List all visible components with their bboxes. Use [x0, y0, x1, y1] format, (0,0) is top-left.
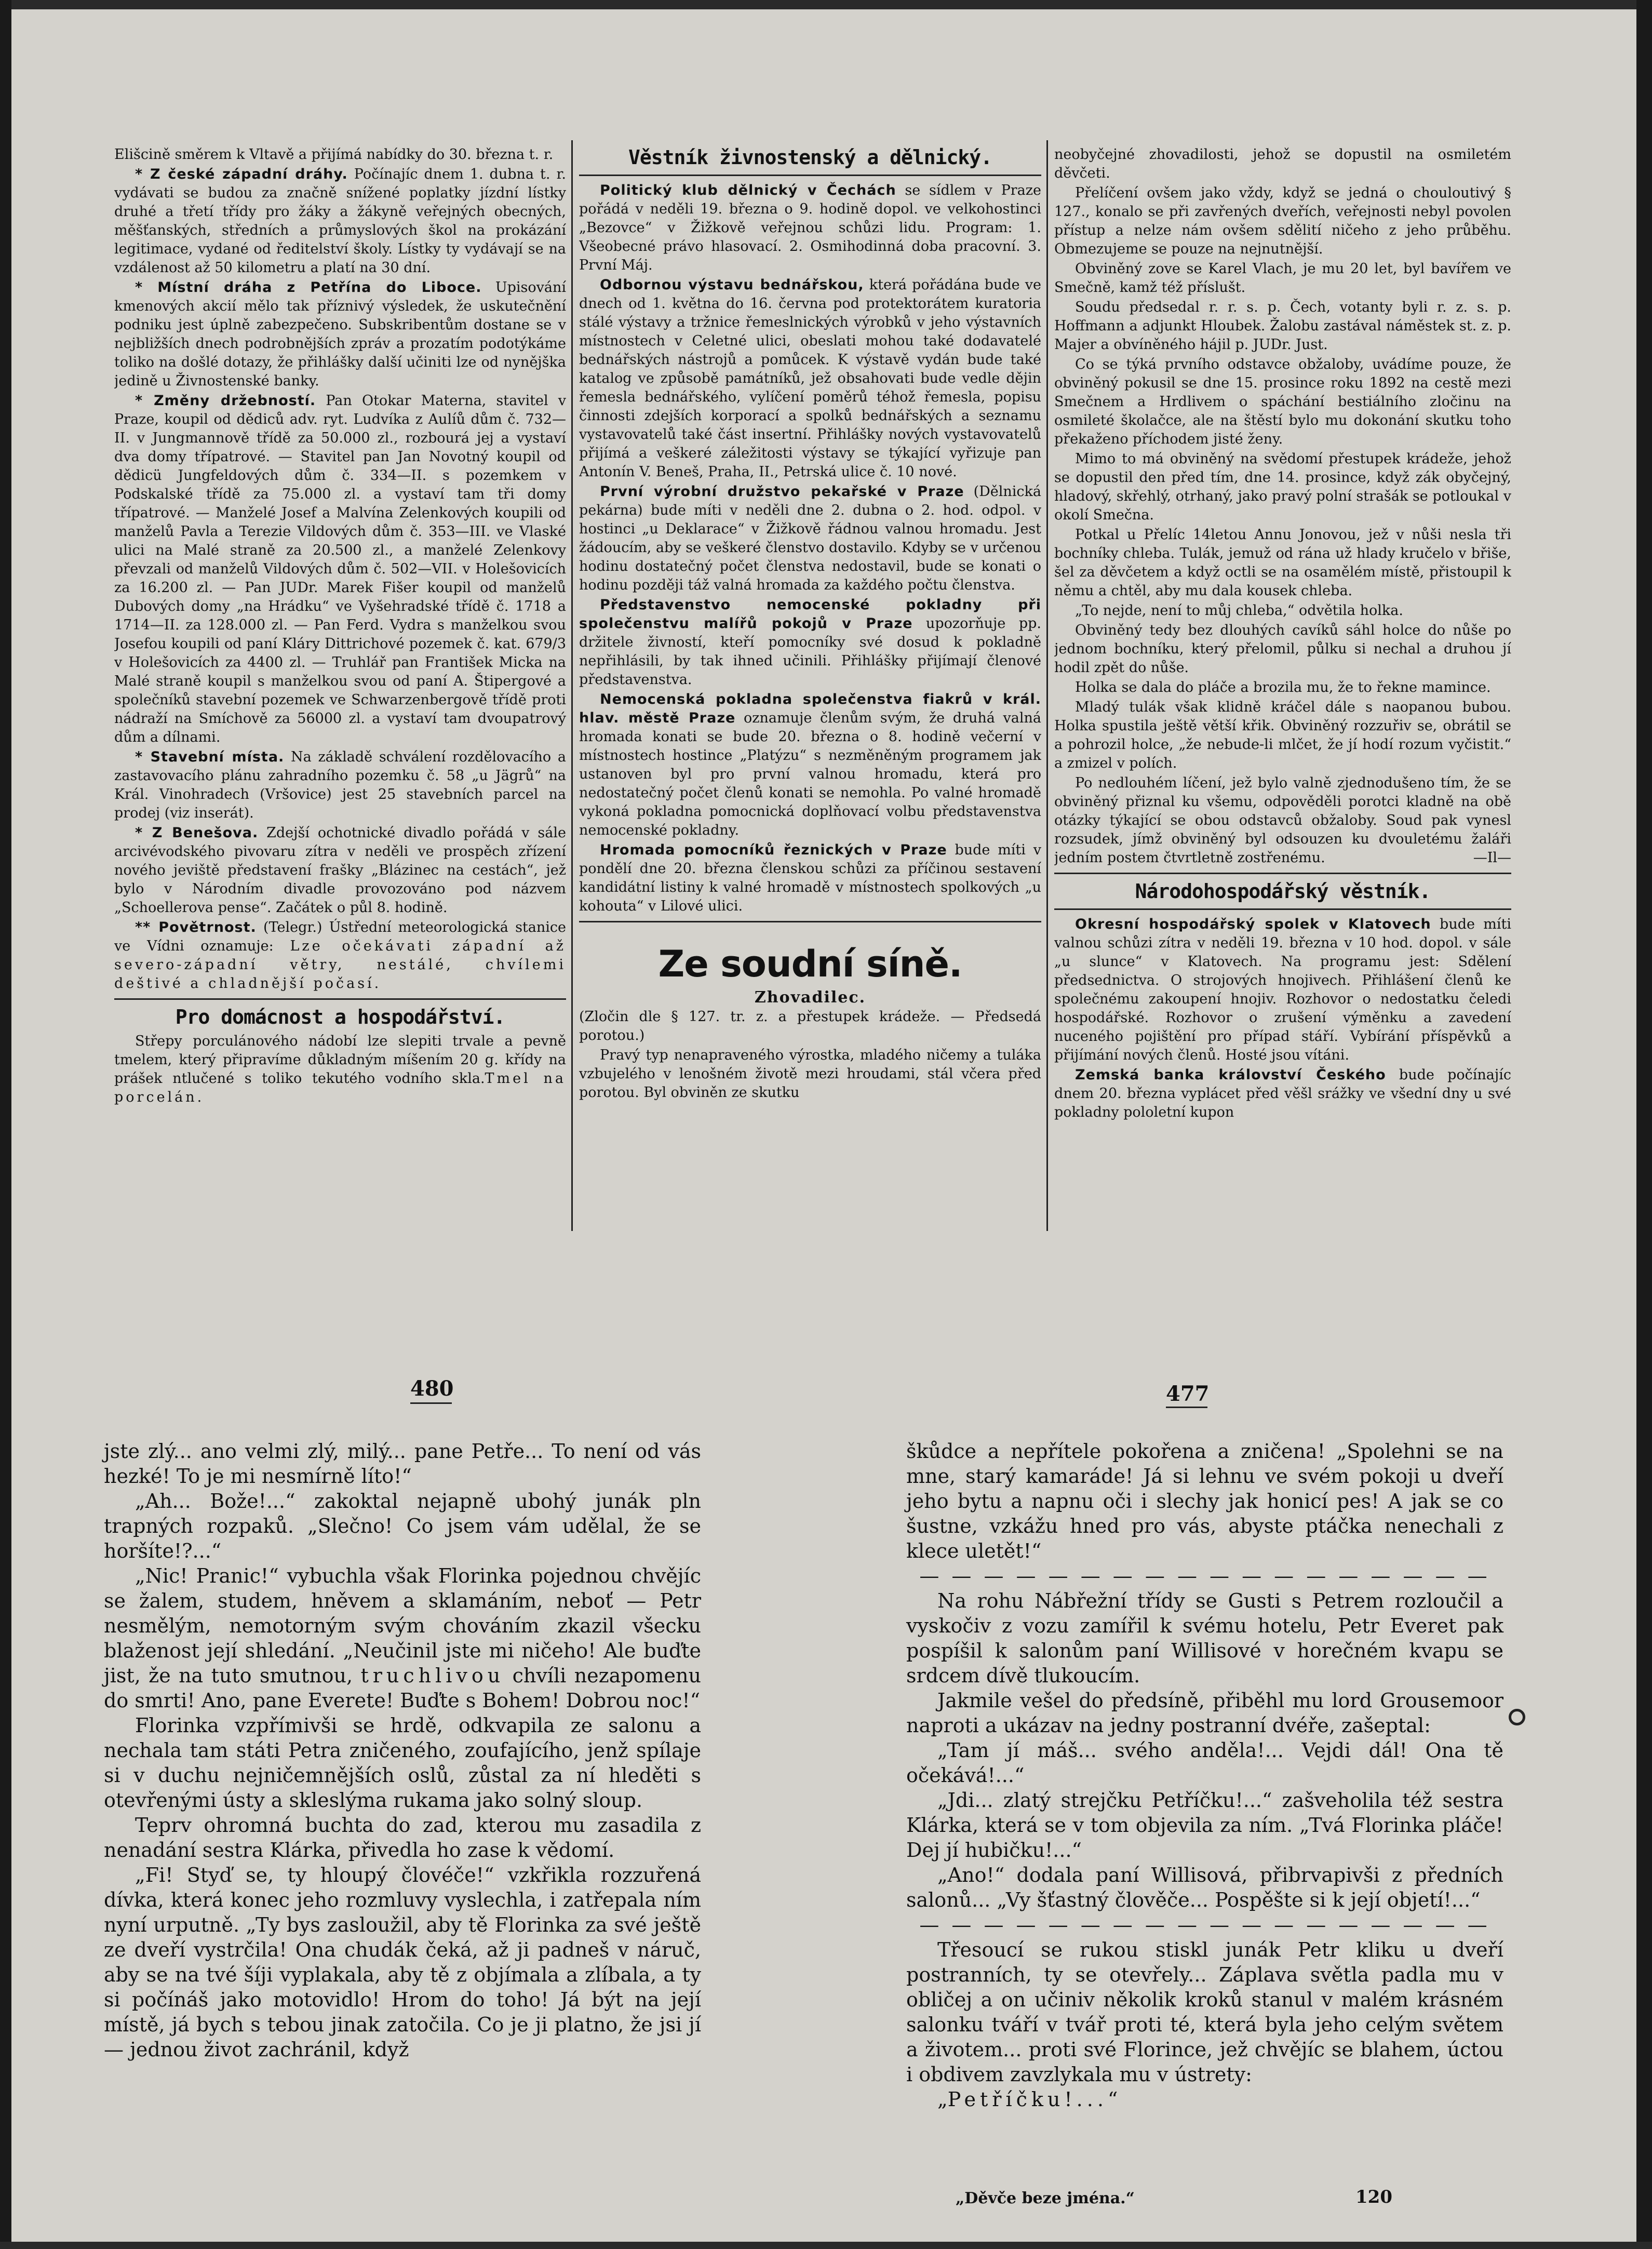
paragraph-heading: * Místní dráha z Petřína do Liboce. — [135, 279, 482, 296]
paragraph-heading: * Z české západní dráhy. — [135, 166, 348, 182]
left-page-number: 480 — [410, 1376, 454, 1401]
paragraph-text: Na rohu Nábřežní třídy se Gusti s Petrem rozloučil a vyskočiv z vozu zamířil k svému hotelu, Petr Everet pak pospíšil k salonům paní Willisové v horečném kvapu se srdcem dívě tlukoucím. — [906, 1589, 1503, 1687]
scan-edge-right — [1636, 0, 1652, 2249]
paragraph-text: bude počínajíc dnem 20. března vyplácet před věšl srážky ve všední dny u své pokladny pololetní kupon — [1054, 1067, 1511, 1120]
paragraph-text: „To nejde, není to můj chleba,“ odvětila holka. — [1075, 603, 1403, 619]
novel-right-page — [906, 1439, 1503, 2192]
paragraph-text: neobyčejné zhovadilosti, jehož se dopustil na osmiletém děvčeti. — [1054, 146, 1511, 181]
emphasis-text: Lze očekávati západní až severo-západní větry, nestálé, chvílemi deštivé a chladnější počasí. — [114, 938, 566, 992]
column-court-economy — [1054, 145, 1511, 1236]
paragraph-text: bude míti v pondělí dne 20. března členskou schůzi za příčinou sestavení kandidátní listiny k valné hromadě v místnostech spolkových „u kohouta“ v Lilové ulici. — [579, 842, 1041, 914]
emphasis-text: Tmel na porcelán. — [114, 1070, 566, 1105]
paragraph-text: se sídlem v Praze pořádá v neděli 19. března o 9. hodině dopol. ve velkohostinci „Bezovce“ v Žižkově veřejnou schůzi lidu. Program: 1. Všeobecné právo hlasovací. 2. Osmihodinná doba pracovní. 3. První Máj. — [579, 182, 1041, 273]
paragraph-heading: * Z Benešova. — [135, 825, 259, 841]
novel-paragraph — [906, 1788, 1503, 1863]
news-item — [1054, 1066, 1511, 1122]
column-divider — [1046, 140, 1048, 1231]
novel-paragraph — [906, 1738, 1503, 1788]
article-subtitle: Zhovadilec. — [754, 988, 866, 1007]
novel-paragraph — [104, 1713, 701, 1813]
paragraph-heading: * Stavební místa. — [135, 749, 285, 765]
paragraph-heading: Zemská banka království Českého — [1075, 1067, 1386, 1083]
article-paragraph — [1054, 698, 1511, 773]
paragraph-text: Obviněný zove se Karel Vlach, je mu 20 let, byl bavířem ve Smečně, kamž též příslušt. — [1054, 261, 1511, 296]
scan-edge-left — [0, 0, 11, 2249]
column-local-news — [114, 145, 566, 1205]
paragraph-text: chvíli nezapomenu do smrti! Ano, pane Everete! Buďte s Bohem! Dobrou noc!“ — [104, 1664, 701, 1712]
paragraph-text: „Jdi... zlatý strejčku Petříčku!...“ zašveholila též sestra Klárka, která se v tom objevila za ním. „Tvá Florinka pláče! Dej jí hubičku!...“ — [906, 1789, 1503, 1862]
paragraph-text: „Fi! Styď se, ty hloupý človéče!“ vzkřikla rozzuřená dívka, která konec jeho rozmluvy vyslechla, i zatřepala ním nyní urputně. „Ty bys zasloužil, aby tě Florinka za své ještě ze dveří vystrčila! Ona chudák čeká, až ji padneš v náruč, aby se na tvé šíji vyplakala, aby tě z objímala a zlíbala, a ty si počínáš jako motovidlo! Hrom do toho! Já být na její místě, já bych s tebou jinak zatočila. Co je ji platno, že jsi jí — jednou život zachránil, když — [104, 1864, 701, 2061]
paragraph-text: jste zlý... ano velmi zlý, milý... pane Petře... To není od vás hezké! To je mi nesmírně líto!“ — [104, 1440, 701, 1488]
paragraph-text: Elišcině směrem k Vltavě a přijímá nabídky do 30. března t. r. — [114, 146, 554, 163]
paragraph-heading: Představenstvo nemocenské pokladny při společenstvu malířů pokojů v Praze — [579, 597, 1041, 632]
paragraph-text: která pořádána bude ve dnech od 1. května do 16. června pod protektorátem kuratoria stálé výstavy a tržnice řemeslnických výrobků v jeho výstavních místnostech v Celetné ulici, obeslati mohou také dodavatelé bednářských nástrojů a pomůcek. K výstavě vydán bude také katalog ve způsobě památníků, jež obsahovati bude vedle dějin řemesla bednářského, vylíčení poměrů téhož řemesla, popisu činnosti zdejších korporací a spolků bednářských a seznamu vystavovatelů také část insertní. Přihlášky nových vystavovatelů přijímá a veškeré záležitosti výstavy se týkající vyřizuje pan Antonín V. Beneš, Praha, II., Petrská ulice č. 10 nové. — [579, 277, 1041, 480]
horizontal-rule — [1054, 908, 1511, 910]
article-paragraph — [1054, 260, 1511, 297]
paragraph-text: Co se týká prvního odstavce obžaloby, uvádíme pouze, že obviněný pokusil se dne 15. prosince roku 1892 na cestě mezi Smečnem a Hrdlivem o spáchání bestiálního zločinu na osmileté školačce, ale na štěstí bylo mu dokonání skutku toho překaženo příchodem jisté ženy. — [1054, 356, 1511, 447]
section-title-trade: Věstník živnostenský a dělnický. — [628, 146, 992, 169]
paragraph-text: „Tam jí máš... svého anděla!... Vejdi dál! Ona tě očekává!...“ — [906, 1739, 1503, 1787]
novel-paragraph — [906, 1588, 1503, 1688]
article-paragraph — [1054, 774, 1511, 867]
novel-paragraph — [104, 1439, 701, 1489]
novel-paragraph: — — — — — — — — — — — — — — — — — — — [919, 1913, 1490, 1936]
paragraph-heading: Politický klub dělnický v Čechách — [600, 182, 896, 198]
news-item — [114, 748, 566, 823]
article-paragraph — [1054, 621, 1511, 677]
news-item — [579, 276, 1041, 481]
horizontal-rule — [1054, 873, 1511, 874]
paragraph-text: Soudu předsedal r. r. s. p. Čech, votanty byli r. z. s. p. Hoffmann a adjunkt Hloubek. Žalobu zastával náměstek st. z. p. Majer a obvíněného hájil p. JUDr. Just. — [1054, 299, 1511, 353]
paragraph-text: “ — [1107, 2088, 1118, 2111]
news-item — [579, 690, 1041, 840]
emphasis-text: truchlivou — [360, 1664, 505, 1687]
news-item — [579, 181, 1041, 275]
horizontal-rule — [579, 175, 1041, 176]
paragraph-heading: ** Povětrnost. — [135, 919, 257, 935]
paragraph-text: Po nedlouhém líčení, jež bylo valně zjednodušeno tím, že se obviněný přiznal ku všemu, odpověděli porotci kladně na obě otázky týkající se obou odstavců obžaloby. Soud pak vynesl rozsudek, jímž obviněný byl odsouzen ku dvouletému žaláři jedním postem čtvrtletně zostřenému. — [1054, 775, 1511, 866]
binding-hole-icon — [1509, 1709, 1525, 1725]
news-item — [114, 165, 566, 277]
paragraph-text: Holka se dala do pláče a brozila mu, že to řekne mamince. — [1075, 679, 1491, 695]
news-item — [114, 145, 566, 164]
paragraph-heading: Nemocenská pokladna společenstva fiakrů v král. hlav. městě Praze — [579, 691, 1041, 726]
news-item — [114, 392, 566, 747]
paragraph-text: Počínajíc dnem 1. dubna t. r. vydávati se budou za značně snížené poplatky jízdní lístky druhé a třetí třídy pro žáky a žákyně veřejných obecných, měšťanských, středních a průmyslových škol na prokázání legitimace, vydané od ředitelství školy. Lístky ty vydávají se na vzdálenost až 50 kilometru a platí na 30 dní. — [114, 166, 566, 276]
scan-edge-bottom — [0, 2242, 1652, 2249]
footer-number: 120 — [1355, 2187, 1392, 2207]
paragraph-heading: Odbornou výstavu bednářskou, — [600, 277, 864, 293]
paragraph-text: Pan Otokar Materna, stavitel v Praze, koupil od dědiců adv. ryt. Ludvíka z Aulíů dům č. 732—II. v Jungmannově třídě za 50.000 zl., rozbourá jej a vystaví dva domy třípatrové. — Stavitel pan Jan Novotný koupil od dědicü Jungfeldových dům č. 334—II. s pozemkem v Podskalské třídě za 75.000 zl. a vystaví tam tři domy třípatrové. — Manželé Josef a Malvína Zelenkových koupili od manželů Pavla a Terezie Vildových dům č. 353—III. ve Vlaské ulici na Malé straně za 20.500 zl., a manželé Zelenkovy převzali od manželů Vildových dům č. 502—VII. v Holešovicích za 16.200 zl. — Pan JUDr. Marek Fišer koupil od manželů Dubových domy „na Hrádku“ ve Vyšehradské třídě č. 1718 a 1714—II. za 128.000 zl. — Pan Ferd. Vydra s manželkou svou Josefou koupili od paní Kláry Dittrichové pozemek č. kat. 679/3 v Holešovicích za 4400 zl. — Truhlář pan František Micka na Malé straně koupil s manželkou svou od paní A. Štipergové a společníků stavební pozemek ve Schwarzenbergově třídě proti nádraží na Smíchově za 56000 zl. a vystaví tam dvoupatrový dům a dílnami. — [114, 393, 566, 745]
paragraph-heading: Okresní hospodářský spolek v Klatovech — [1075, 916, 1431, 932]
article-paragraph — [1054, 145, 1511, 183]
paragraph-heading: První výrobní družstvo pekařské v Praze — [600, 484, 964, 500]
paragraph-text: Pravý typ nenapraveného výrostka, mladého ničemy a tuláka vzbujelého v lenošném životě mezi hroudami, stál včera před porotou. Byl obviněn ze skutku — [579, 1047, 1041, 1101]
footer-title: „Děvče beze jména.“ — [956, 2189, 1135, 2207]
novel-paragraph — [906, 2087, 1503, 2112]
news-item — [1054, 915, 1511, 1065]
news-item — [114, 1032, 566, 1107]
scan-edge-top — [0, 0, 1652, 9]
article-paragraph — [1054, 355, 1511, 449]
novel-paragraph — [104, 1563, 701, 1713]
paragraph-text: Florinka vzpřímivši se hrdě, odkvapila ze salonu a nechala tam státi Petra zničeného, zoufajícího, jenž spílaje si v duchu nejničemnějších oslů, zůstal za ní hleděti s otevřenými ústy a skleslýma rukama jako solný sloup. — [104, 1714, 701, 1812]
paragraph-text: „ — [937, 2088, 948, 2111]
paragraph-text: Obviněný tedy bez dlouhých cavíků sáhl holce do nůše po jednom bochníku, který přelomil, půlku si nechal a druhou jí hodil zpět do nůše. — [1054, 622, 1511, 676]
paragraph-text: Mimo to má obviněný na svědomí přestupek krádeže, jehož se dopustil den před tím, dne 14. prosince, když zák obyčejný, hladový, skřehlý, otrhaný, jako pravý polní strašák se potloukal v okolí Smečna. — [1054, 451, 1511, 523]
paragraph-heading: * Změny držebností. — [135, 393, 316, 409]
paragraph-text: Na základě schválení rozdělovacího a zastavovacího plánu zahradního pozemku č. 58 „u Jägrů“ na Král. Vinohradech (Vršovice) jest 25 stavebních parcel na prodej (viz inserát). — [114, 749, 566, 821]
paragraph-text: „Nic! Pranic!“ vybuchla však Florinka pojednou chvějíc se žalem, studem, hněvem a sklamáním, neboť — Petr nesmělým, nemotorným svým chováním zkazil všecku blaženost její shledání. „Neučinil jste mi ničeho! Ale buďte jist, že na tuto smutnou, — [104, 1564, 701, 1687]
novel-paragraph — [906, 1937, 1503, 2087]
paragraph-text: Střepy porculánového nádobí lze slepiti trvale a pevně tmelem, který připravíme důkladným míšením 20 g. křídy na prášek ntlučené s toliko tekutého vodního skla. — [114, 1033, 566, 1087]
paragraph-text: (Zločin dle § 127. tr. z. a přestupek krádeže. — Předsedá porotou.) — [579, 1009, 1041, 1043]
article-paragraph — [1054, 184, 1511, 259]
news-item — [114, 824, 566, 917]
section-title-household: Pro domácnost a hospodářství. — [175, 1006, 505, 1028]
paragraph-text: (Telegr.) Ústřední meteorologická stanice ve Vídni oznamuje: — [114, 919, 566, 954]
article-paragraph — [1054, 678, 1511, 697]
article-paragraph — [1054, 298, 1511, 354]
column-divider — [571, 140, 573, 1231]
paragraph-text: Jakmile vešel do předsíně, přiběhl mu lord Grousemoor naproti a ukázav na jedny postranní dvéře, zašeptal: — [906, 1689, 1503, 1737]
paragraph-heading: Hromada pomocníků řeznických v Praze — [600, 842, 947, 858]
novel-paragraph — [906, 1863, 1503, 1912]
paragraph-text: Mladý tulák však klidně kráčel dále s naopanou bubou. Holka spustila ještě větší křik. Obviněný rozzuřiv se, obrátil se a pohrozil holce, „že nebude-li mlčet, že jí hodí rozum vyčistit.“ a zmizel v polích. — [1054, 699, 1511, 771]
horizontal-rule — [114, 998, 566, 1000]
article-paragraph — [1054, 450, 1511, 525]
paragraph-text: Teprv ohromná buchta do zad, kterou mu zasadila z nenadání sestra Klárka, přivedla ho zase k vědomí. — [104, 1814, 701, 1862]
paragraph-text: Třesoucí se rukou stiskl junák Petr kliku u dveří postranních, ty se otevřely... Záplava světla padla mu v obličej a on učiniv několik kroků stanul v malém krásném salonku tváří v tvář proti té, která byla jeho celým světem a životem... proti své Florince, jež chvějíc se blahem, úctou i obdivem zavzlykala mu v ústrety: — [906, 1938, 1503, 2086]
section-title-court: Ze soudní síně. — [658, 943, 962, 985]
right-page-number: 477 — [1166, 1382, 1210, 1406]
news-item — [579, 841, 1041, 916]
emphasis-text: Petříčku!... — [947, 2088, 1108, 2111]
horizontal-rule — [579, 921, 1041, 922]
novel-paragraph — [104, 1863, 701, 2062]
novel-paragraph — [104, 1813, 701, 1863]
paragraph-text: upozorňuje pp. držitele živností, kteří pomocníky své dosud k pokladně nepřihlásili, by tak ihned učinili. Přihlášky přijímají členové představenstva. — [579, 615, 1041, 688]
paragraph-text: „Ah... Bože!...“ zakoktal nejapně ubohý junák pln trapných rozpaků. „Slečno! Co jsem vám udělal, že se horšíte!?...“ — [104, 1490, 701, 1562]
news-item — [579, 596, 1041, 689]
article-paragraph — [1054, 526, 1511, 600]
news-item — [114, 278, 566, 391]
news-item — [114, 918, 566, 993]
novel-paragraph: — — — — — — — — — — — — — — — — — — — [919, 1564, 1490, 1587]
novel-paragraph — [906, 1439, 1503, 1563]
paragraph-text: bude míti valnou schůzi zítra v neděli 19. března v 10 hod. dopol. v sále „u slunce“ v Klatovech. Na programu jest: Sdělení předsednictva. O strojových hnojivech. Přihlášení členů ke společnému zakoupení hnojiv. Rozhovor o nedostatku čeledi hospodářské. Rozhovor o zrušení výměnku a zavedení nuceného pojištění pro případ stáří. Vybírání příspěvků a přijímání nových členů. Hosté jsou vítáni. — [1054, 916, 1511, 1063]
news-item — [579, 483, 1041, 595]
paragraph-text: škůdce a nepřítele pokořena a zničena! „Spolehni se na mne, starý kamaráde! Já si lehnu ve svém pokoji u dveří jeho bytu a napnu oči i slechy jak honicí pes! A jak se co šustne, vzkážu hned pro vás, abyste ptáčka nenechali z klece uletět!“ — [906, 1440, 1503, 1562]
paragraph-text: Přelíčení ovšem jako vždy, když se jedná o chouloutivý § 127., konalo se při zavřených dveřích, veřejnosti nebyl povolen přístup a nelze nám ovšem sdělití ničeho z jeho průběhu. Obmezujeme se pouze na nejnutnější. — [1054, 185, 1511, 257]
section-title-economy: Národohospodářský věstník. — [1135, 880, 1431, 903]
paragraph-text: Potkal u Přelíc 14letou Annu Jonovou, jež v nůši nesla tři bochníky chleba. Tulák, jemuž od rána už hlady kručelo v břiše, šel za děvčetem a když octli se na osamělém místě, přistoupil k němu a chtěl, aby mu dala kousek chleba. — [1054, 527, 1511, 599]
paragraph-text: Zdejší ochotnické divadlo pořádá v sále arcivévodského pivovaru zítra v neděli ve prospěch zřízení nového jeviště představení frašky „Blázinec na cestách“, jež bylo v Národním divadle provozováno pod názvem „Schoellerova pense“. Začátek o půl 8. hodině. — [114, 825, 566, 916]
novel-paragraph — [906, 1688, 1503, 1738]
column-trade-bulletin — [579, 145, 1041, 1236]
novel-left-page — [104, 1439, 701, 2192]
paragraph-text: „Ano!“ dodala paní Willisová, přibrvapivši z předních salonů... „Vy šťastný člověče... Pospěšte si k její objetí!...“ — [906, 1864, 1503, 1911]
article-body — [579, 1046, 1041, 1102]
paragraph-text: Upisování kmenových akcií mělo tak příznivý výsledek, že uskutečnění podniku jest úplně zabezpečeno. Subskribentům dostane se v nejbližších dnech podrobnějších zpráv a prozatím podotýkáme toliko na došlé dotazy, že přihlášky další učiniti lze od nynějška jedině u Živnostenské banky. — [114, 279, 566, 389]
paragraph-text: oznamuje členům svým, že druhá valná hromada konati se bude 20. března o 8. hodině večerní v místnostech hostince „Platýzu“ s nezměněným programem jak ustanoven byl pro první valnou hromadu, která pro nedostatečný počet členů konati se nemohla. Po valné hromadě vykoná pokladna pomocnická doplňovací volbu představenstva nemocenské pokladny. — [579, 710, 1041, 838]
page-number-underline — [410, 1402, 452, 1404]
author-signature: —Il— — [1473, 850, 1511, 866]
novel-paragraph — [104, 1489, 701, 1563]
page-number-underline — [1166, 1407, 1207, 1408]
article-paragraph — [1054, 601, 1511, 620]
paragraph-text: (Dělnická pekárna) bude míti v neděli dne 2. dubna o 2. hod. odpol. v hostinci „u Deklarace“ v Žižkově řádnou valnou hromadu. Jest žádoucím, aby se veškeré členstvo dostavilo. Kdyby se v určenou hodinu dostatečný počet členstva nedostavil, bude se konati o hodinu později táž valná hromada za každého počtu členstva. — [579, 484, 1041, 593]
article-lead — [579, 1008, 1041, 1045]
